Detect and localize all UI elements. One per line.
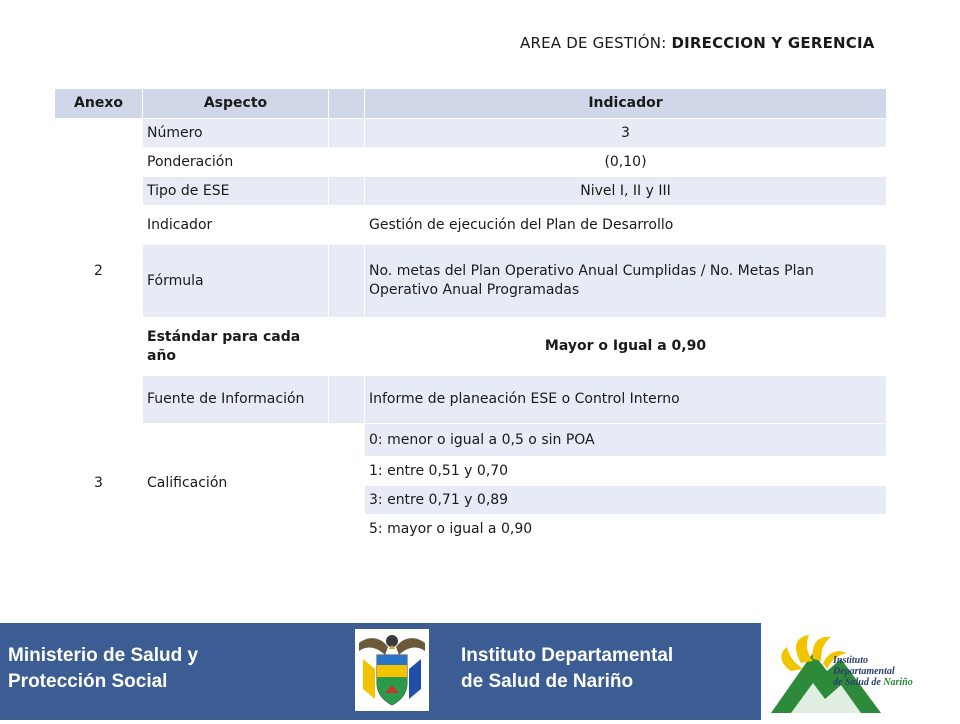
spacer-cell: [329, 119, 365, 148]
spacer-cell: [329, 206, 365, 245]
institute-line-1: Instituto Departamental: [461, 645, 674, 666]
spacer-cell: [329, 318, 365, 376]
spacer-cell: [329, 424, 365, 544]
area-title: [520, 34, 940, 52]
table-row: [55, 119, 887, 148]
aspecto-cell: Ponderación: [143, 148, 329, 177]
table-row: [55, 318, 887, 376]
aspecto-cell: Tipo de ESE: [143, 177, 329, 206]
aspecto-cell: Número: [143, 119, 329, 148]
indicador-cell: (0,10): [365, 148, 887, 177]
footer-bar: [0, 623, 960, 720]
indicador-cell: No. metas del Plan Operativo Anual Cumplidas / No. Metas Plan Operativo Anual Programadas: [365, 245, 887, 318]
aspecto-cell: Indicador: [143, 206, 329, 245]
logo-line-3b: Nariño: [883, 677, 913, 688]
indicador-cell: Mayor o Igual a 0,90: [365, 318, 887, 376]
spacer-cell: [329, 177, 365, 206]
spacer-cell: [329, 148, 365, 177]
calificacion-item: 0: menor o igual a 0,5 o sin POA: [365, 424, 887, 457]
aspecto-cell: Estándar para cada año: [143, 318, 329, 376]
ministry-line-1: Ministerio de Salud y: [8, 645, 199, 666]
area-label: AREA DE GESTIÓN:: [520, 34, 667, 52]
table-row: [55, 177, 887, 206]
anexo-cell: 2: [55, 119, 143, 424]
logo-line-3: [833, 677, 913, 688]
ministry-name: [8, 643, 198, 695]
calificacion-item: 3: entre 0,71 y 0,89: [365, 486, 887, 515]
indicador-cell: Informe de planeación ESE o Control Interno: [365, 376, 887, 424]
indicador-cell: Gestión de ejecución del Plan de Desarrollo: [365, 206, 887, 245]
header-anexo: Anexo: [55, 89, 143, 119]
coat-of-arms-logo: [355, 629, 429, 711]
table-row: [55, 245, 887, 318]
table-row: [55, 148, 887, 177]
institute-logo: [761, 623, 960, 720]
logo-line-3a: de Salud de: [833, 677, 881, 688]
header-indicador: Indicador: [365, 89, 887, 119]
logo-line-1: Instituto: [833, 655, 869, 666]
indicator-table: [54, 88, 887, 544]
ministry-line-2: Protección Social: [8, 671, 168, 692]
spacer-cell: [329, 376, 365, 424]
anexo-cell: 3: [55, 424, 143, 544]
aspecto-cell: Calificación: [143, 424, 329, 544]
institute-line-2: de Salud de Nariño: [461, 671, 634, 692]
table-row: [55, 424, 887, 457]
spacer-cell: [329, 245, 365, 318]
institute-name: [461, 643, 673, 695]
header-aspecto: Aspecto: [143, 89, 329, 119]
table-row: [55, 206, 887, 245]
coat-of-arms-icon: [355, 629, 429, 711]
table-header-row: [55, 89, 887, 119]
indicador-cell: Nivel I, II y III: [365, 177, 887, 206]
header-spacer: [329, 89, 365, 119]
calificacion-item: 1: entre 0,51 y 0,70: [365, 457, 887, 486]
table-row: [55, 376, 887, 424]
area-value: DIRECCION Y GERENCIA: [671, 34, 875, 52]
logo-caption: [833, 655, 913, 688]
aspecto-cell: Fuente de Información: [143, 376, 329, 424]
logo-line-2: Departamental: [833, 666, 895, 677]
calificacion-item: 5: mayor o igual a 0,90: [365, 515, 887, 544]
indicador-cell: 3: [365, 119, 887, 148]
aspecto-cell: Fórmula: [143, 245, 329, 318]
